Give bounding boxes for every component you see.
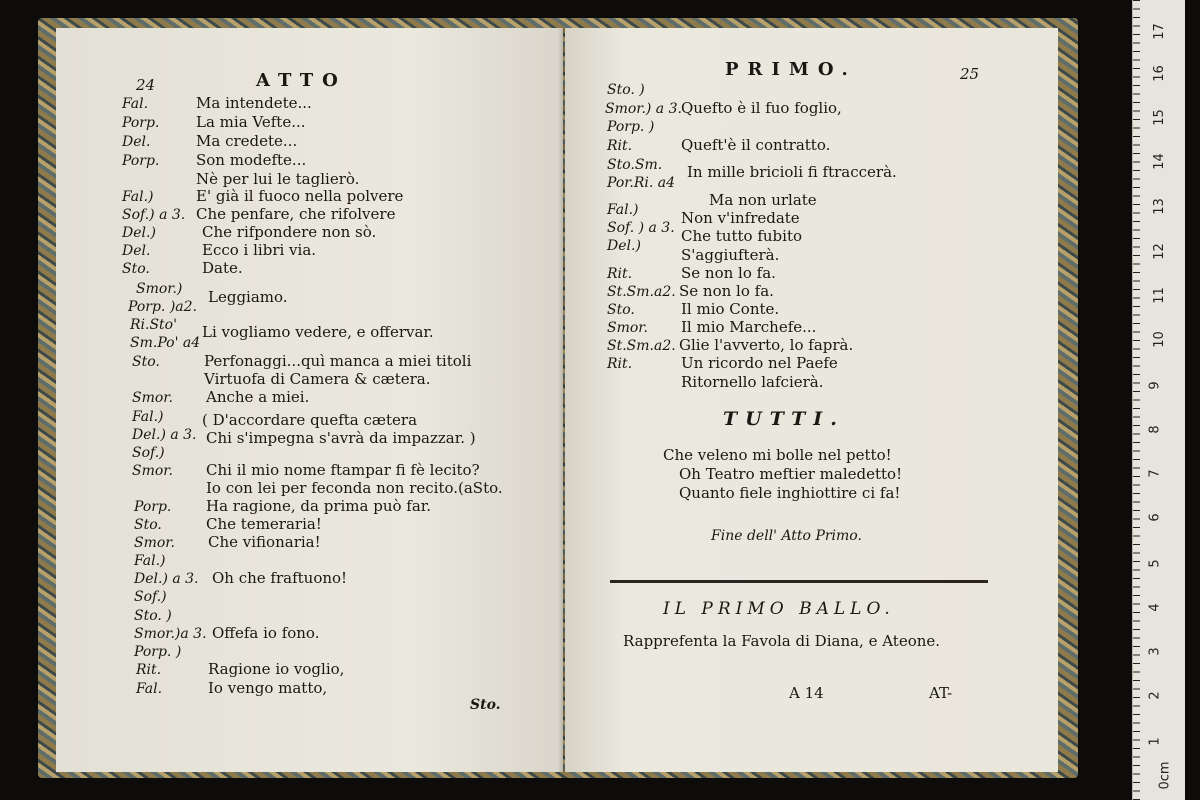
ballo-description: Rapprefenta la Favola di Diana, e Ateone. bbox=[623, 632, 941, 650]
speaker: Porp. bbox=[122, 153, 160, 169]
catchword-left: Sto. bbox=[470, 697, 501, 713]
speaker: St.Sm.a2. bbox=[607, 284, 676, 300]
speaker: Sof.) a 3. bbox=[122, 207, 186, 223]
ruler-mark: 11 bbox=[1151, 287, 1167, 304]
verse-line: Che tutto fubito bbox=[681, 227, 802, 245]
verse-line: Ha ragione, da prima può far. bbox=[206, 497, 432, 515]
verse-line: Io vengo matto, bbox=[208, 679, 328, 697]
speaker: Fal.) bbox=[134, 553, 166, 569]
speaker: Sto. bbox=[122, 261, 150, 277]
verse-line: Ma non urlate bbox=[709, 191, 817, 209]
ruler-mark: 8 bbox=[1147, 425, 1163, 434]
verse-line: Virtuofa di Camera & cætera. bbox=[204, 370, 431, 388]
speaker: Porp. bbox=[122, 115, 160, 131]
verse-line: Quefto è il fuo foglio, bbox=[681, 99, 842, 117]
ruler-mark: 15 bbox=[1151, 109, 1167, 126]
verse-line: Anche a miei. bbox=[206, 388, 310, 406]
ruler-mark: 1 bbox=[1147, 737, 1163, 746]
ruler-mark: 10 bbox=[1151, 331, 1167, 348]
speaker: Sof.) bbox=[134, 589, 167, 605]
measuring-ruler bbox=[1132, 0, 1185, 800]
ruler-mark: 13 bbox=[1151, 198, 1167, 215]
speaker: Smor. bbox=[134, 535, 175, 551]
verse-line: Se non lo fa. bbox=[681, 264, 776, 282]
speaker: Fal.) bbox=[607, 202, 639, 218]
verse-line: Perfonaggi...quì manca a miei titoli bbox=[204, 352, 472, 370]
verse-line: Che temeraria! bbox=[206, 515, 322, 533]
verse-line: Che penfare, che rifolvere bbox=[196, 205, 396, 223]
ruler-mark: 16 bbox=[1151, 65, 1167, 82]
verse-line: Date. bbox=[202, 259, 243, 277]
ballo-heading: IL PRIMO BALLO. bbox=[663, 599, 895, 619]
speaker: Sto.Sm. bbox=[607, 157, 663, 173]
speaker: Rit. bbox=[607, 138, 633, 154]
verse-line: Che rifpondere non sò. bbox=[202, 223, 377, 241]
verse-line: Chi s'impegna s'avrà da impazzar. ) bbox=[206, 429, 476, 447]
ruler-mark: 3 bbox=[1147, 647, 1163, 656]
speaker: Sto. ) bbox=[134, 608, 172, 624]
verse-line: Son modefte... bbox=[196, 151, 307, 169]
left-page bbox=[56, 28, 563, 772]
ruler-mark: 14 bbox=[1151, 153, 1167, 170]
verse-line: ( D'accordare quefta cætera bbox=[202, 411, 418, 429]
speaker: Smor. bbox=[132, 463, 173, 479]
speaker: Smor.) a 3. bbox=[605, 101, 682, 117]
speaker: Fal.) bbox=[122, 189, 154, 205]
verse-line: Che vifionaria! bbox=[208, 533, 321, 551]
speaker: Del.) a 3. bbox=[134, 571, 199, 587]
verse-line: Li vogliamo vedere, e offervar. bbox=[202, 323, 434, 341]
verse-line: Ragione io voglio, bbox=[208, 660, 345, 678]
verse-line: Glie l'avverto, lo faprà. bbox=[679, 336, 854, 354]
tutti-line: Quanto fiele inghiottire ci fa! bbox=[679, 484, 901, 502]
verse-line: Ma credete... bbox=[196, 132, 298, 150]
speaker: Del.) a 3. bbox=[132, 427, 197, 443]
verse-line: Io con lei per feconda non recito.(aSto. bbox=[206, 479, 503, 497]
tutti-line: Oh Teatro meftier maledetto! bbox=[679, 465, 903, 483]
verse-line: In mille bricioli fi ftraccerà. bbox=[687, 163, 897, 181]
verse-line: Un ricordo nel Paefe bbox=[681, 354, 838, 372]
tutti-line: Che veleno mi bolle nel petto! bbox=[663, 446, 892, 464]
speaker: Porp. ) bbox=[607, 119, 655, 135]
verse-line: Il mio Conte. bbox=[681, 300, 780, 318]
verse-line: Offefa io fono. bbox=[212, 624, 320, 642]
verse-line: Queft'è il contratto. bbox=[681, 136, 831, 154]
verse-line: S'aggiufterà. bbox=[681, 246, 780, 264]
verse-line: Ritornello lafcierà. bbox=[681, 373, 824, 391]
speaker: Del.) bbox=[122, 225, 156, 241]
speaker: Rit. bbox=[607, 266, 633, 282]
speaker: Sof. ) a 3. bbox=[607, 220, 675, 236]
speaker: Fal. bbox=[136, 681, 163, 697]
signature-mark: A 14 bbox=[789, 684, 824, 702]
verse-line: Ma intendete... bbox=[196, 94, 312, 112]
speaker: Smor.) bbox=[136, 281, 183, 297]
ruler-mark: 7 bbox=[1147, 469, 1163, 478]
verse-line: Leggiamo. bbox=[208, 288, 288, 306]
speaker: Del.) bbox=[607, 238, 641, 254]
speaker: Smor.)a 3. bbox=[134, 626, 207, 642]
ruler-mark: 9 bbox=[1147, 381, 1163, 390]
catchword-right: AT- bbox=[929, 684, 953, 702]
ruler-mark: 12 bbox=[1151, 243, 1167, 260]
verse-line: Non v'infredate bbox=[681, 209, 800, 227]
horizontal-rule bbox=[610, 580, 988, 583]
page-number-left: 24 bbox=[136, 76, 156, 94]
speaker: Sto. bbox=[132, 354, 160, 370]
speaker: Fal.) bbox=[132, 409, 164, 425]
verse-line: Chi il mio nome ftampar fi fè lecito? bbox=[206, 461, 480, 479]
page-header-left: ATTO bbox=[256, 70, 347, 91]
speaker: Del. bbox=[122, 134, 151, 150]
verse-line: Se non lo fa. bbox=[679, 282, 774, 300]
page-header-right: PRIMO. bbox=[725, 59, 857, 80]
verse-line: Nè per lui le taglierò. bbox=[196, 170, 360, 188]
verse-line: Ecco i libri via. bbox=[202, 241, 317, 259]
speaker: Rit. bbox=[607, 356, 633, 372]
speaker: Porp. bbox=[134, 499, 172, 515]
speaker: Sto. ) bbox=[607, 82, 645, 98]
verse-line: Oh che fraftuono! bbox=[212, 569, 348, 587]
speaker: Sof.) bbox=[132, 445, 165, 461]
speaker: Porp. ) bbox=[134, 644, 182, 660]
end-of-act-note: Fine dell' Atto Primo. bbox=[711, 528, 862, 544]
speaker: Porp. )a2. bbox=[128, 299, 198, 315]
ruler-mark: 4 bbox=[1147, 603, 1163, 612]
page-number-right: 25 bbox=[960, 65, 980, 83]
speaker: St.Sm.a2. bbox=[607, 338, 676, 354]
speaker: Del. bbox=[122, 243, 151, 259]
ruler-mark: 17 bbox=[1151, 23, 1167, 40]
speaker: Por.Ri. a4 bbox=[607, 175, 676, 191]
speaker: Sto. bbox=[134, 517, 162, 533]
speaker: Sto. bbox=[607, 302, 635, 318]
speaker: Ri.Sto' bbox=[130, 317, 177, 333]
tutti-heading: TUTTI. bbox=[723, 408, 845, 430]
ruler-mark: 6 bbox=[1147, 513, 1163, 522]
verse-line: La mia Vefte... bbox=[196, 113, 306, 131]
speaker: Smor. bbox=[132, 390, 173, 406]
speaker: Fal. bbox=[122, 96, 149, 112]
ruler-mark: 0cm bbox=[1157, 761, 1173, 790]
speaker: Smor. bbox=[607, 320, 648, 336]
verse-line: E' già il fuoco nella polvere bbox=[196, 187, 404, 205]
ruler-mark: 2 bbox=[1147, 691, 1163, 700]
right-page bbox=[565, 28, 1058, 772]
speaker: Sm.Po' a4 bbox=[130, 335, 201, 351]
verse-line: Il mio Marchefe... bbox=[681, 318, 817, 336]
speaker: Rit. bbox=[136, 662, 162, 678]
ruler-mark: 5 bbox=[1147, 559, 1163, 568]
